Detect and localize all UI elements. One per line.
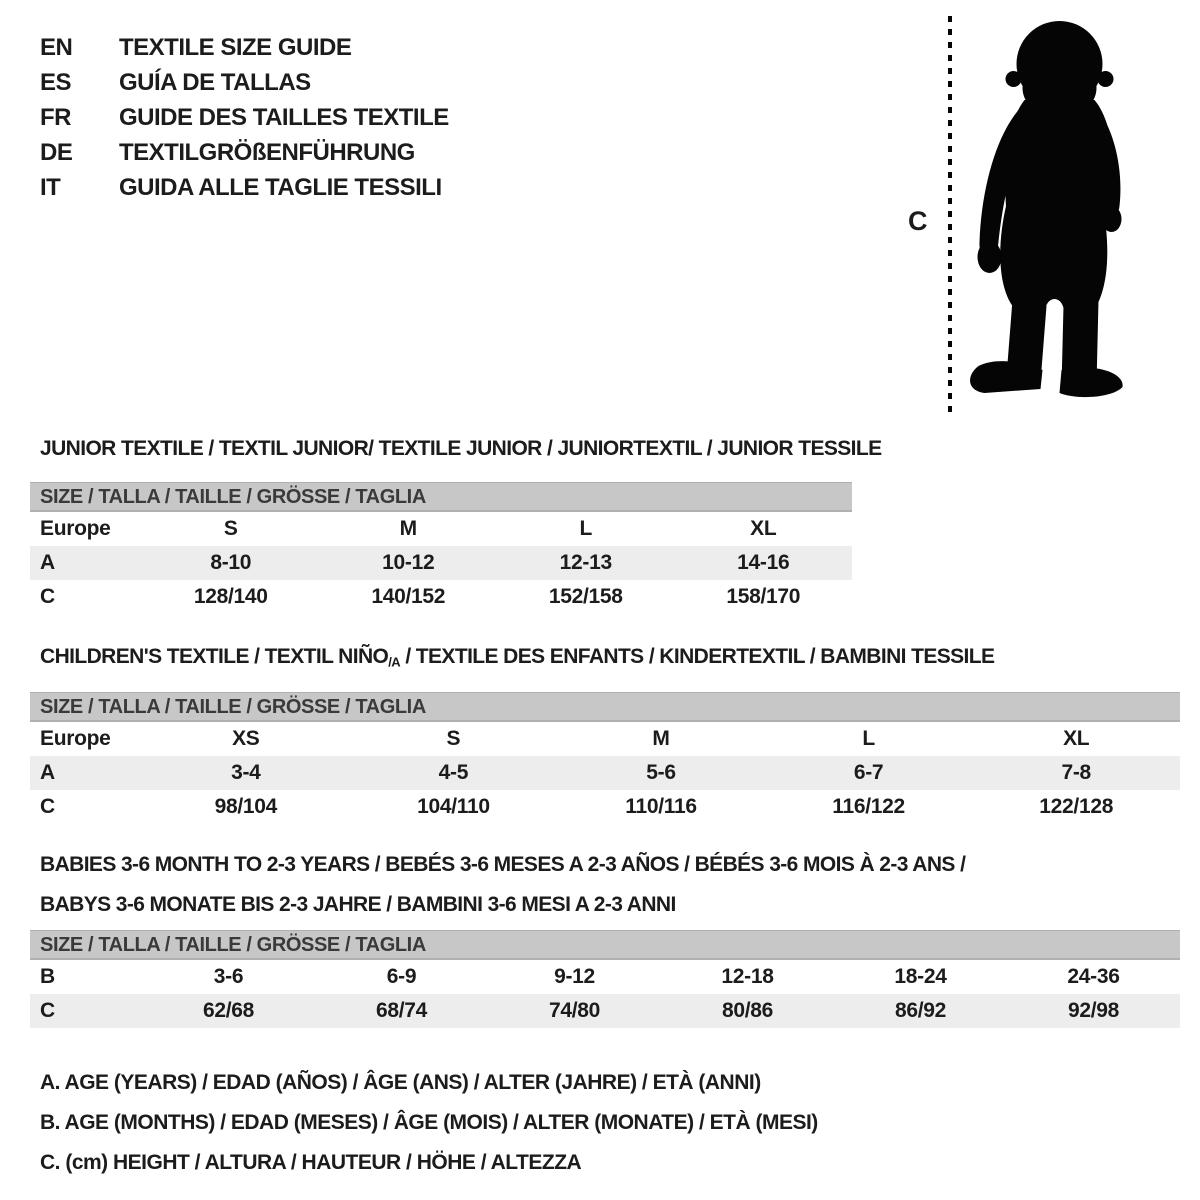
lang-row-de — [40, 135, 449, 170]
table-cell: 128/140 — [193, 585, 268, 608]
lang-code: IT — [40, 173, 61, 201]
children-title-pre: CHILDREN'S TEXTILE / TEXTIL NIÑO — [40, 645, 389, 668]
row-label: C — [40, 795, 55, 818]
table-cell: M — [652, 727, 670, 750]
table-cell: 110/116 — [625, 795, 697, 818]
legend-line-a: A. AGE (YEARS) / EDAD (AÑOS) / ÂGE (ANS) / ALTER (JAHRE) / ETÀ (ANNI) — [40, 1071, 761, 1094]
table-cell: 3-4 — [231, 761, 261, 784]
table-row — [30, 722, 1180, 756]
table-cell: 8-10 — [210, 551, 252, 574]
children-table-grid — [30, 722, 1180, 824]
children-title-subscript: /A — [388, 654, 401, 670]
table-row — [30, 960, 1180, 994]
babies-section-title — [40, 845, 965, 925]
table-cell: L — [862, 727, 875, 750]
row-label: C — [40, 585, 55, 608]
table-cell: 98/104 — [214, 795, 278, 818]
measure-c-label: C — [908, 206, 928, 236]
table-cell: 12-13 — [559, 551, 612, 574]
table-cell: 12-18 — [721, 965, 774, 988]
table-cell: 62/68 — [202, 999, 255, 1022]
table-cell: 116/122 — [832, 795, 905, 818]
table-cell: 5-6 — [646, 761, 676, 784]
table-cell: 122/128 — [1039, 795, 1114, 818]
table-cell: 140/152 — [371, 585, 446, 608]
table-cell: S — [446, 727, 461, 750]
table-cell: 74/80 — [548, 999, 601, 1022]
size-header-bar: SIZE / TALLA / TAILLE / GRÖSSE / TAGLIA — [30, 692, 1180, 722]
height-dashed-line — [948, 16, 952, 417]
table-row — [30, 756, 1180, 790]
lang-row-fr — [40, 100, 449, 135]
table-cell: 6-9 — [386, 965, 417, 988]
table-cell: M — [399, 517, 417, 540]
lang-title: TEXTILGRÖßENFÜHRUNG — [119, 138, 415, 166]
measurement-legend — [40, 1063, 818, 1183]
table-cell: XL — [1063, 727, 1090, 750]
table-cell: 14-16 — [737, 551, 790, 574]
lang-code: EN — [40, 33, 73, 61]
table-row — [30, 546, 852, 580]
lang-code: DE — [40, 138, 73, 166]
lang-code: ES — [40, 68, 72, 96]
size-header-bar: SIZE / TALLA / TAILLE / GRÖSSE / TAGLIA — [30, 482, 852, 512]
babies-size-table — [30, 930, 1180, 1028]
lang-row-en — [40, 30, 449, 65]
legend-line-c: C. (cm) HEIGHT / ALTURA / HAUTEUR / HÖHE / ALTEZZA — [40, 1151, 582, 1174]
children-size-table — [30, 692, 1180, 824]
table-cell: XS — [232, 727, 260, 750]
row-label: A — [40, 761, 55, 784]
row-label: B — [40, 965, 55, 988]
table-cell: 7-8 — [1061, 761, 1091, 784]
row-label: Europe — [40, 517, 111, 540]
junior-size-table — [30, 482, 852, 614]
babies-table-grid — [30, 960, 1180, 1028]
table-cell: 18-24 — [894, 965, 947, 988]
legend-line-b: B. AGE (MONTHS) / EDAD (MESES) / ÂGE (MOIS) / ALTER (MONATE) / ETÀ (MESI) — [40, 1111, 818, 1134]
lang-title: GUIDA ALLE TAGLIE TESSILI — [119, 173, 442, 201]
toddler-silhouette-icon — [958, 12, 1143, 422]
junior-table-grid — [30, 512, 852, 614]
table-cell: 80/86 — [721, 999, 774, 1022]
table-cell: 86/92 — [894, 999, 947, 1022]
row-label: Europe — [40, 727, 111, 750]
table-row — [30, 512, 852, 546]
children-title-post: / TEXTILE DES ENFANTS / KINDERTEXTIL / BAMBINI TESSILE — [400, 645, 995, 668]
lang-title: GUÍA DE TALLAS — [119, 68, 311, 96]
table-cell: L — [579, 517, 593, 540]
lang-code: FR — [40, 103, 71, 131]
table-row — [30, 994, 1180, 1028]
table-cell: XL — [750, 517, 777, 540]
lang-title: TEXTILE SIZE GUIDE — [119, 33, 352, 61]
language-title-list — [40, 30, 449, 205]
table-cell: 24-36 — [1067, 965, 1120, 988]
babies-title-line2: BABYS 3-6 MONATE BIS 2-3 JAHRE / BAMBINI 3-6 MESI A 2-3 ANNI — [40, 893, 676, 916]
table-cell: 6-7 — [853, 761, 884, 784]
table-cell: S — [223, 517, 238, 540]
junior-section-title: JUNIOR TEXTILE / TEXTIL JUNIOR/ TEXTILE JUNIOR / JUNIORTEXTIL / JUNIOR TESSILE — [40, 437, 882, 460]
children-section-title — [40, 645, 994, 670]
table-cell: 3-6 — [213, 965, 244, 988]
table-cell: 158/170 — [726, 585, 801, 608]
table-row — [30, 790, 1180, 824]
row-label: C — [40, 999, 55, 1022]
babies-title-line1: BABIES 3-6 MONTH TO 2-3 YEARS / BEBÉS 3-6 MESES A 2-3 AÑOS / BÉBÉS 3-6 MOIS À 2-3 ANS / — [40, 853, 966, 876]
table-cell: 104/110 — [417, 795, 490, 818]
lang-title: GUIDE DES TAILLES TEXTILE — [119, 103, 449, 131]
table-cell: 152/158 — [548, 585, 623, 608]
lang-row-es — [40, 65, 449, 100]
size-header-bar: SIZE / TALLA / TAILLE / GRÖSSE / TAGLIA — [30, 930, 1180, 960]
table-cell: 4-5 — [438, 761, 469, 784]
table-cell: 92/98 — [1067, 999, 1120, 1022]
lang-row-it — [40, 170, 449, 205]
table-row — [30, 580, 852, 614]
row-label: A — [40, 551, 55, 574]
table-cell: 10-12 — [382, 551, 435, 574]
table-cell: 9-12 — [554, 965, 595, 988]
table-cell: 68/74 — [375, 999, 428, 1022]
